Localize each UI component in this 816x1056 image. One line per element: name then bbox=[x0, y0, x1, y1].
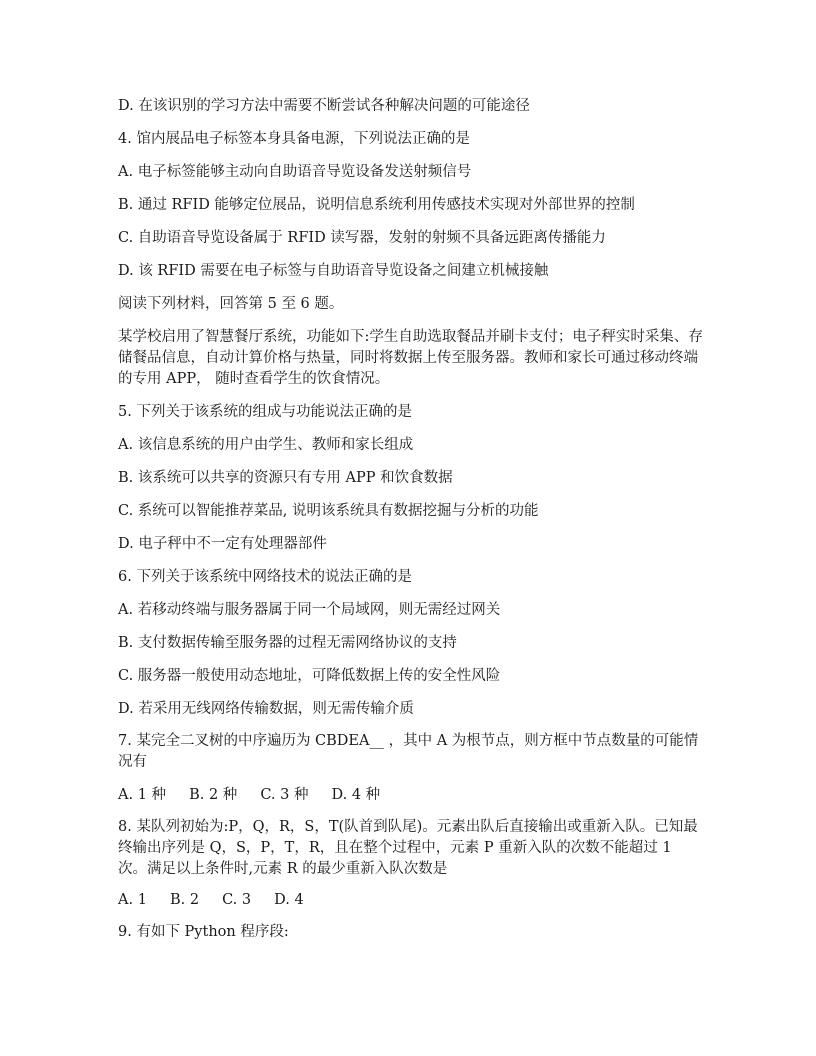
q4-option-a: A. 电子标签能够主动向自助语音导览设备发送射频信号 bbox=[118, 164, 472, 180]
q4-stem: 4. 馆内展品电子标签本身具备电源，下列说法正确的是 bbox=[118, 131, 470, 147]
q3-option-d: D. 在该识别的学习方法中需要不断尝试各种解决问题的可能途径 bbox=[118, 98, 530, 114]
q6-option-d: D. 若采用无线网络传输数据，则无需传输介质 bbox=[118, 701, 414, 717]
q4-option-c: C. 自助语音导览设备属于 RFID 读写器，发射的射频不具备远距离传播能力 bbox=[118, 230, 606, 246]
q6-option-a: A. 若移动终端与服务器属于同一个局域网，则无需经过网关 bbox=[118, 602, 501, 618]
q7-stem: 7. 某完全二叉树的中序遍历为 CBDEA__ ，其中 A 为根节点，则方框中节点数量的可能情况有 bbox=[118, 733, 699, 770]
q6-option-c: C. 服务器一般使用动态地址，可降低数据上传的安全性风险 bbox=[118, 668, 501, 684]
q6-stem: 6. 下列关于该系统中网络技术的说法正确的是 bbox=[118, 569, 412, 585]
reading-instruction: 阅读下列材料，回答第 5 至 6 题。 bbox=[118, 296, 344, 312]
q6-option-b: B. 支付数据传输至服务器的过程无需网络协议的支持 bbox=[118, 635, 457, 651]
q4-option-d: D. 该 RFID 需要在电子标签与自助语音导览设备之间建立机械接触 bbox=[118, 263, 549, 279]
reading-material: 某学校启用了智慧餐厅系统，功能如下:学生自助选取餐品并刷卡支付；电子秤实时采集、存储餐品信息，自动计算价格与热量，同时将数据上传至服务器。教师和家长可通过移动终端的专用 APP， 随时查看学生的饮食情况。 bbox=[118, 329, 703, 387]
q5-stem: 5. 下列关于该系统的组成与功能说法正确的是 bbox=[118, 404, 412, 420]
q5-option-a: A. 该信息系统的用户由学生、教师和家长组成 bbox=[118, 437, 414, 453]
q9-stem: 9. 有如下 Python 程序段: bbox=[118, 924, 289, 940]
q5-option-b: B. 该系统可以共享的资源只有专用 APP 和饮食数据 bbox=[118, 470, 453, 486]
q5-option-d: D. 电子秤中不一定有处理器部件 bbox=[118, 536, 327, 552]
q8-options: A. 1 B. 2 C. 3 D. 4 bbox=[118, 892, 304, 908]
q4-option-b: B. 通过 RFID 能够定位展品，说明信息系统利用传感技术实现对外部世界的控制 bbox=[118, 197, 635, 213]
q7-options: A. 1 种 B. 2 种 C. 3 种 D. 4 种 bbox=[118, 787, 381, 803]
q8-stem: 8. 某队列初始为:P，Q，R，S，T(队首到队尾)。元素出队后直接输出或重新入队。已知最终输出序列是 Q，S，P，T，R，且在整个过程中，元素 P 重新入队的次数不能超过 1 次。满足以上条件时,元素 R 的最少重新入队次数是 bbox=[118, 819, 698, 877]
q5-option-c: C. 系统可以智能推荐菜品, 说明该系统具有数据挖掘与分析的功能 bbox=[118, 503, 539, 519]
